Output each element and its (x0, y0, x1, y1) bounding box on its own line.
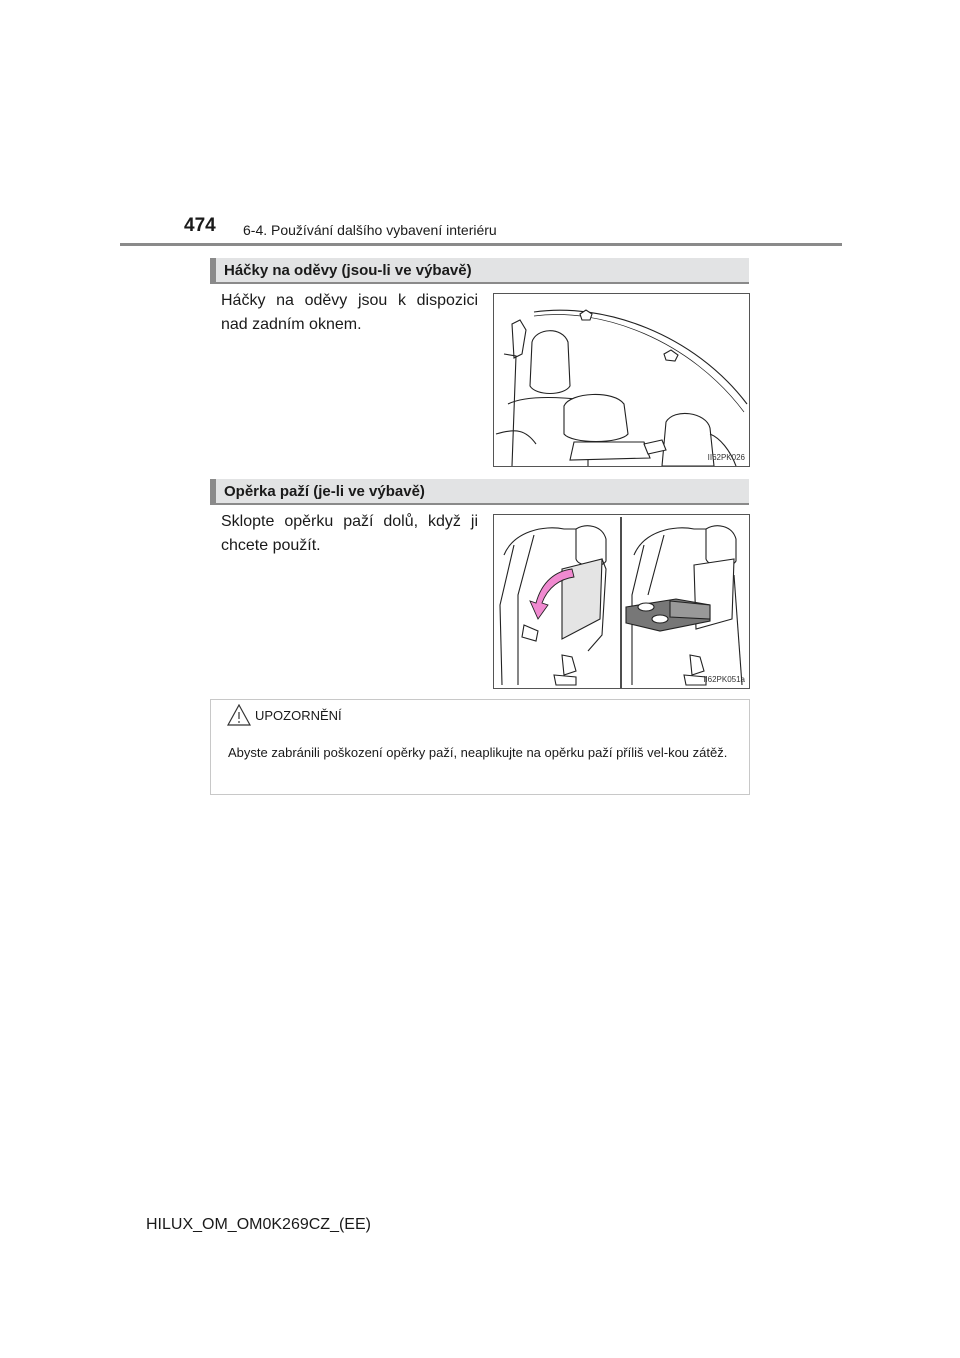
heading-accent-bar (210, 258, 216, 282)
armrest-illustration (493, 514, 750, 689)
warning-title: UPOZORNĚNÍ (255, 708, 342, 723)
section-body-text: Sklopte opěrku paží dolů, když ji chcete použít. (221, 513, 478, 554)
page-number: 474 (184, 215, 216, 236)
warning-text: Abyste zabránili poškození opěrky paží, neaplikujte na opěrku paží příliš vel-kou zátěž. (228, 745, 728, 760)
warning-box (210, 699, 750, 795)
section-heading-text: Opěrka paží (je-li ve výbavě) (224, 483, 425, 500)
footer-doc-code: HILUX_OM_OM0K269CZ_(EE) (146, 1216, 371, 1233)
section-heading-armrest (210, 479, 749, 505)
section-heading-text: Háčky na oděvy (jsou-li ve výbavě) (224, 262, 472, 279)
clothes-hook-illustration (493, 293, 750, 467)
header-rule (120, 243, 842, 246)
chapter-title: 6-4. Používání dalšího vybavení interiéru (243, 222, 497, 238)
section-heading-clothes-hooks (210, 258, 749, 284)
figure-code: II62PK026 (707, 453, 745, 462)
figure-code: II62PK051a (703, 675, 745, 684)
section-body-text: Háčky na oděvy jsou k dispozici nad zadním oknem. (221, 292, 478, 333)
heading-accent-bar (210, 479, 216, 503)
warning-triangle-icon (227, 704, 251, 731)
